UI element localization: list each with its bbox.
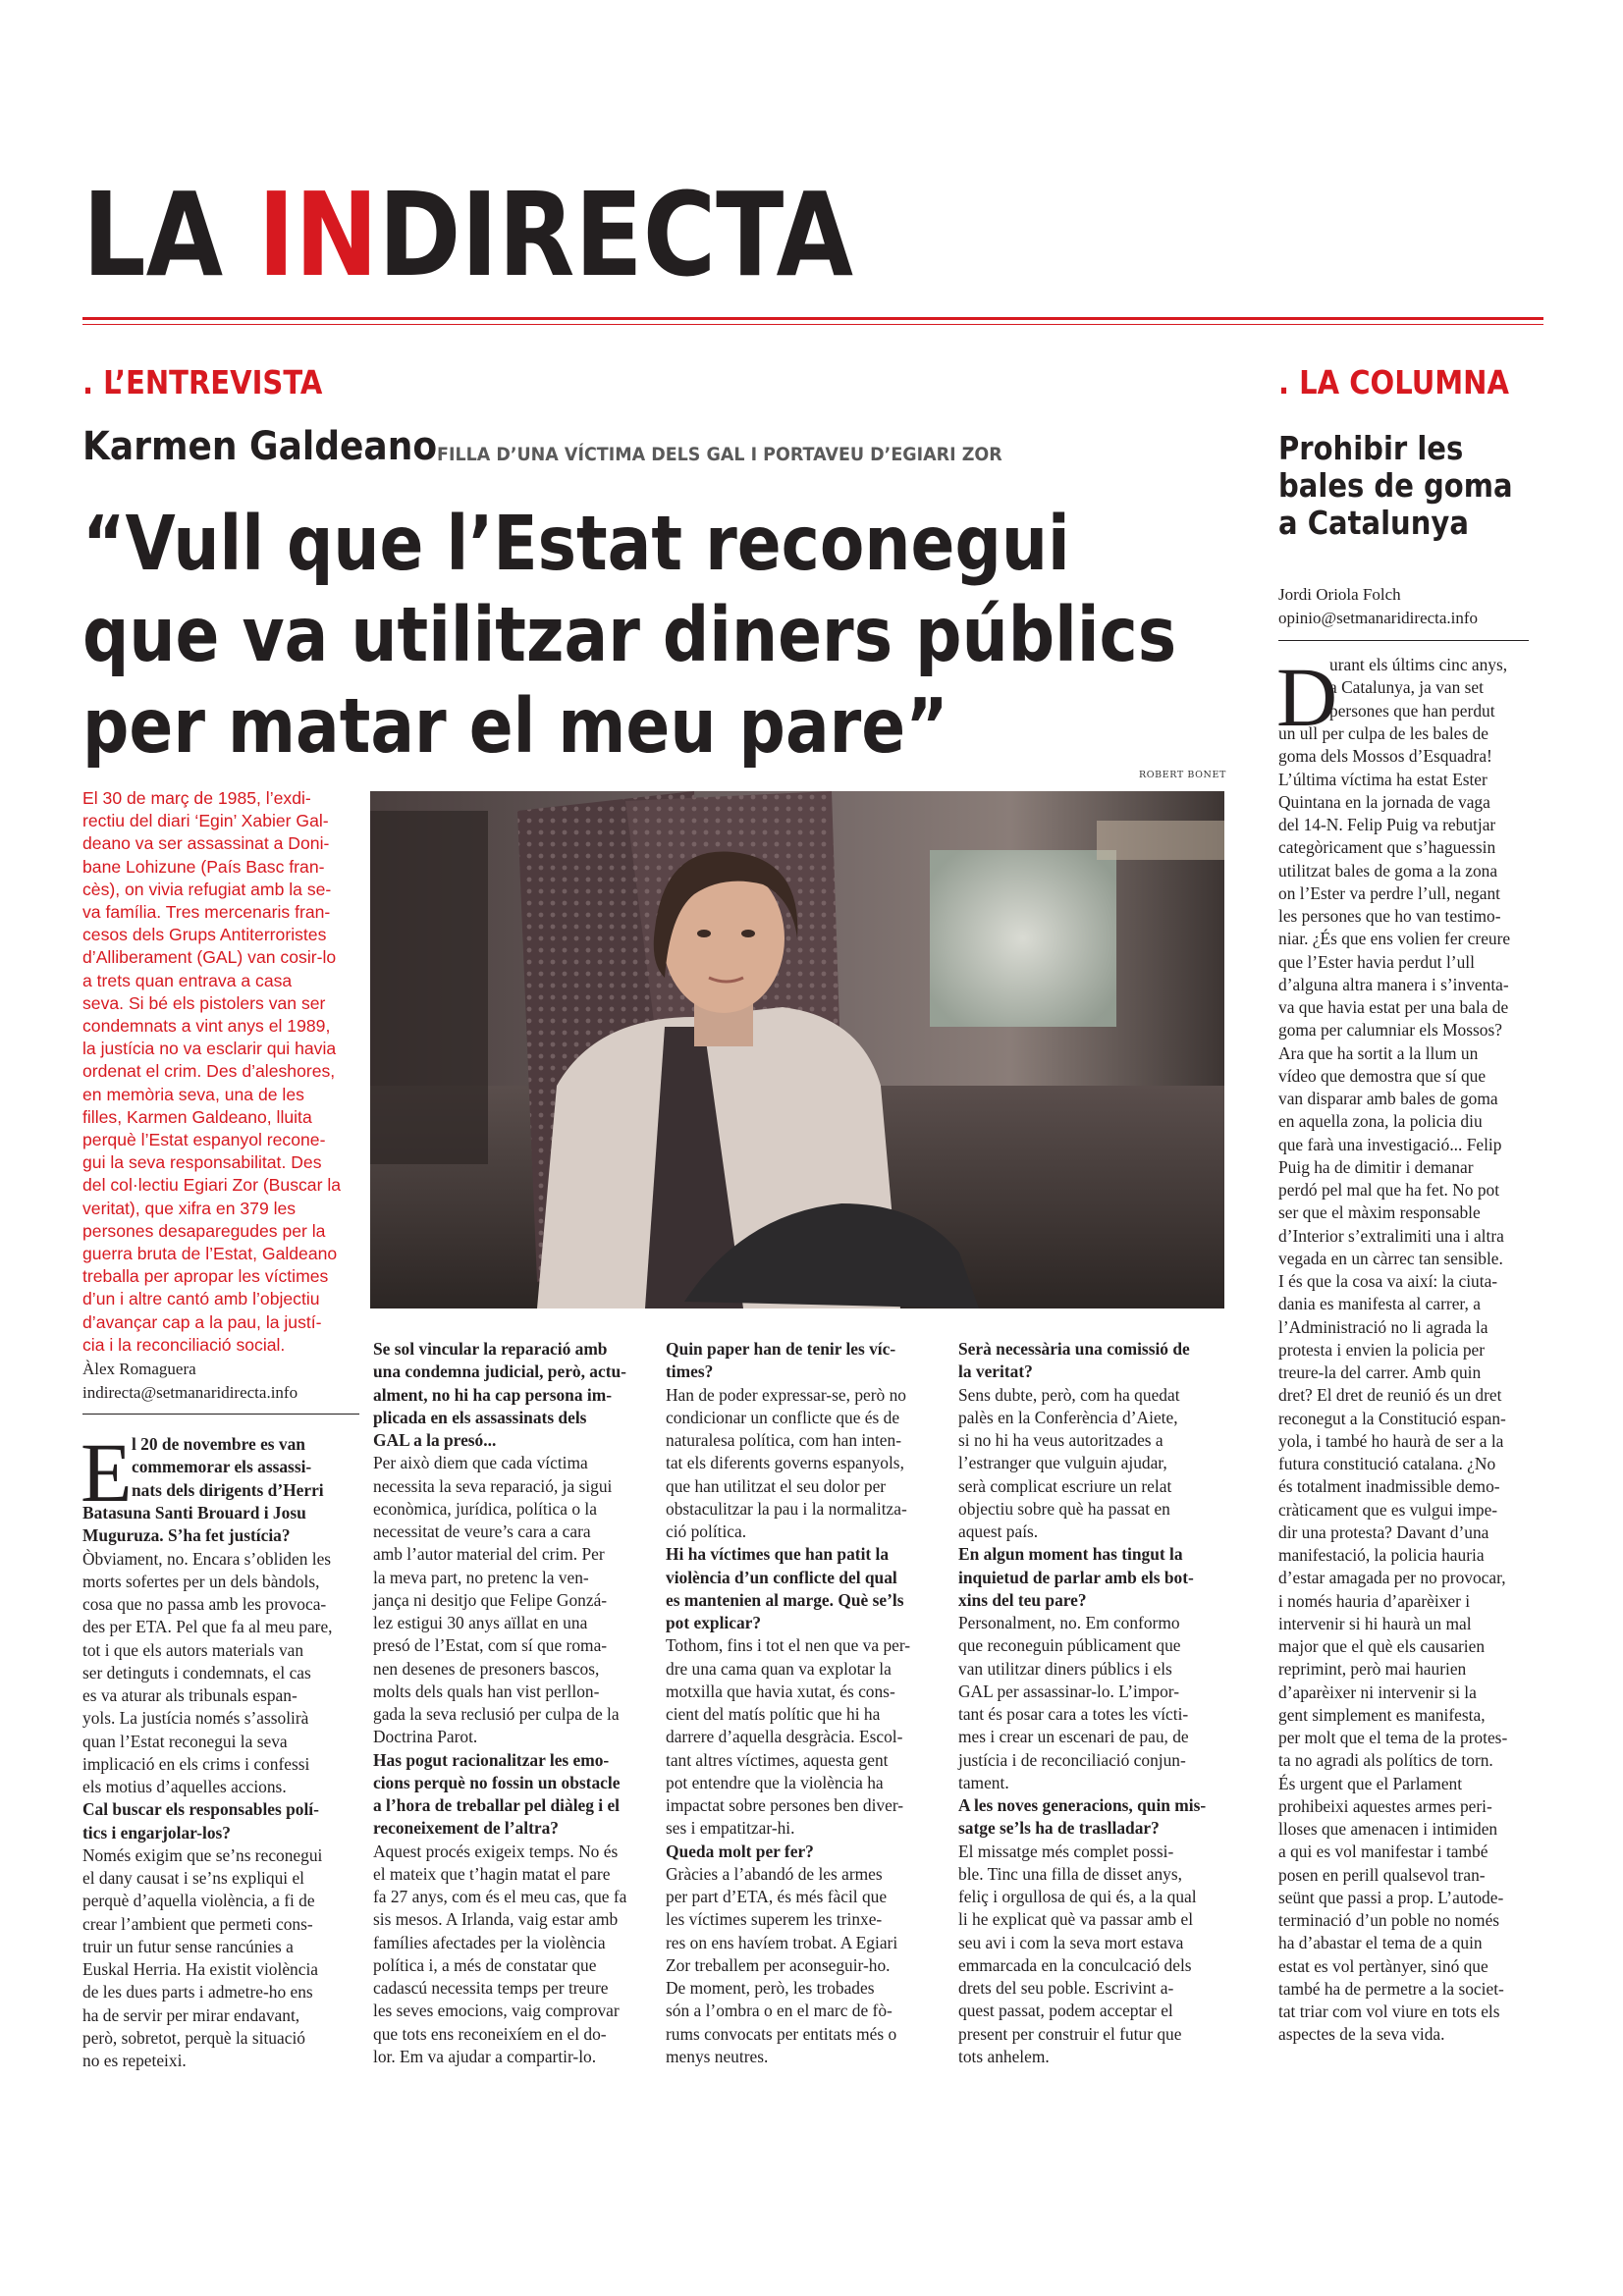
text-line: bane Lohizune (País Basc fran- bbox=[82, 856, 325, 877]
portrait-illustration bbox=[370, 791, 1224, 1308]
text-line: on l’Ester va perdre l’ull, negant bbox=[1278, 882, 1500, 903]
text-line: l 20 de novembre es van bbox=[132, 1434, 305, 1454]
answer-line: lez estigui 30 anys aïllat en una bbox=[373, 1613, 588, 1632]
interview-lead bbox=[132, 1433, 367, 1502]
text-line: va família. Tres mercenaris fran- bbox=[82, 902, 331, 923]
text-line: goma per calumniar els Mossos? bbox=[1278, 1020, 1502, 1041]
question-line: Muguruza. S’ha fet justícia? bbox=[82, 1525, 291, 1546]
text-line: dret? El dret de reunió és un dret bbox=[1278, 1385, 1502, 1406]
text-line: seva. Si bé els pistolers van ser bbox=[82, 992, 326, 1013]
text-line: filles, Karmen Galdeano, lluita bbox=[82, 1106, 312, 1127]
question-line: Serà necessària una comissió de bbox=[958, 1339, 1190, 1359]
interview-photo bbox=[370, 791, 1224, 1308]
answer-line: molts dels quals han vist perllon- bbox=[373, 1681, 600, 1701]
answer-line: cadascú necessita temps per treure bbox=[373, 1978, 609, 1998]
interviewee-line bbox=[82, 424, 476, 469]
answer-line: sis mesos. A Irlanda, vaig estar amb bbox=[373, 1909, 619, 1930]
answer-line: són a l’ombra o en el marc de fò- bbox=[666, 2001, 893, 2021]
text-line: Puig ha de dimitir i demanar bbox=[1278, 1156, 1474, 1177]
interview-column-3 bbox=[666, 1338, 950, 2068]
answer-line: palès en la Conferència d’Aiete, bbox=[958, 1407, 1178, 1427]
answer-line: que tots ens reconeixíem en el do- bbox=[373, 2023, 607, 2044]
masthead-part-2: IN bbox=[257, 167, 379, 302]
text-line: treballa per apropar les víctimes bbox=[82, 1266, 329, 1287]
answer-line: cient del matís polític que hi ha bbox=[666, 1704, 881, 1724]
answer-line: la meva part, no pretenc la ven- bbox=[373, 1567, 589, 1587]
answer-line: quan l’Estat reconegui la seva bbox=[82, 1731, 288, 1751]
answer-line: Sens dubte, però, com ha quedat bbox=[958, 1384, 1180, 1405]
answer-line: si no hi ha veus autoritzades a bbox=[958, 1430, 1163, 1450]
text-line: El 30 de març de 1985, l’exdi- bbox=[82, 788, 311, 808]
text-line: urant els últims cinc anys, bbox=[1329, 655, 1508, 674]
headline-line: que va utilitzar diners públics bbox=[82, 592, 1177, 679]
text-line: a trets quan entrava a casa bbox=[82, 970, 293, 990]
interview-column-4 bbox=[958, 1338, 1243, 2068]
question-line: tics i engarjolar-los? bbox=[82, 1822, 232, 1842]
text-line: prohibeixi aquestes armes peri- bbox=[1278, 1795, 1492, 1816]
headline bbox=[82, 499, 1177, 773]
question-line: Hi ha víctimes que han patit la bbox=[666, 1544, 890, 1565]
interview-column-2 bbox=[373, 1338, 658, 2068]
answer-line: yols. La justícia només s’assolirà bbox=[82, 1708, 309, 1729]
answer-line: Aquest procés exigeix temps. No és bbox=[373, 1841, 619, 1861]
answer-line: necessita la seva reparació, ja sigui bbox=[373, 1475, 613, 1496]
answer-line: impactat sobre persones ben diver- bbox=[666, 1795, 904, 1815]
text-line: cesos dels Grups Antiterroristes bbox=[82, 925, 327, 945]
text-line: veritat), que xifra en 379 les bbox=[82, 1198, 297, 1218]
answer-line: objectiu sobre què ha passat en bbox=[958, 1498, 1170, 1519]
masthead-part-1: LA bbox=[82, 167, 258, 302]
answer-line: tament. bbox=[958, 1772, 1009, 1792]
text-line: utilitzat bales de goma a la zona bbox=[1278, 860, 1498, 881]
column-title bbox=[1278, 430, 1513, 542]
text-line: Quintana en la jornada de vaga bbox=[1278, 791, 1490, 812]
text-line: cès), on vivia refugiat amb la se- bbox=[82, 879, 332, 899]
question-line: violència d’un conflicte del qual bbox=[666, 1567, 897, 1587]
text-line: dania es manifesta al carrer, a bbox=[1278, 1294, 1481, 1314]
answer-line: es va aturar als tribunals espan- bbox=[82, 1685, 298, 1705]
answer-line: famílies afectades per la violència bbox=[373, 1932, 606, 1952]
text-line: guerra bruta de l’Estat, Galdeano bbox=[82, 1244, 338, 1264]
answer-line: presó de l’Estat, com sí que roma- bbox=[373, 1635, 608, 1656]
text-line: ser que el màxim responsable bbox=[1278, 1202, 1481, 1223]
text-line: cràticament que es vulgui impe- bbox=[1278, 1499, 1498, 1520]
question-line: inquietud de parlar amb els bot- bbox=[958, 1567, 1194, 1587]
answer-line: Gràcies a l’abandó de les armes bbox=[666, 1863, 883, 1884]
text-line: vegada en un càrrec tan sensible. bbox=[1278, 1248, 1503, 1268]
question-line: a l’hora de treballar pel diàleg i el bbox=[373, 1795, 621, 1815]
interviewee-subtitle: FILLA D’UNA VÍCTIMA DELS GAL I PORTAVEU D’EGIARI ZOR bbox=[437, 444, 1002, 465]
text-line: condemnats a vint anys el 1989, bbox=[82, 1016, 331, 1037]
text-line: reprimint, però mai haurien bbox=[1278, 1659, 1467, 1680]
text-line: del 14-N. Felip Puig va rebutjar bbox=[1278, 815, 1496, 834]
section-kicker-interview: . L’ENTREVISTA bbox=[82, 363, 323, 401]
text-line: protesta i envien la policia per bbox=[1278, 1339, 1486, 1360]
answer-line: Òbviament, no. Encara s’obliden les bbox=[82, 1548, 332, 1569]
text-line: és totalment inadmissible demo- bbox=[1278, 1476, 1500, 1497]
answer-line: tant altres víctimes, aquesta gent bbox=[666, 1749, 889, 1770]
masthead bbox=[82, 167, 854, 302]
answer-line: rums convocats per entitats més o bbox=[666, 2023, 897, 2044]
column-author: Jordi Oriola Folch bbox=[1278, 585, 1401, 604]
text-line: reconegut a la Constitució espan- bbox=[1278, 1408, 1506, 1428]
text-line: intervenir si hi haurà un mal bbox=[1278, 1613, 1472, 1633]
text-line: que l’Ester havia perdut l’ull bbox=[1278, 951, 1475, 972]
answer-line: el mateix que t’hagin matat el pare bbox=[373, 1863, 611, 1884]
text-line: van disparar amb bales de goma bbox=[1278, 1089, 1498, 1108]
answer-line: Només exigim que se’ns reconegui bbox=[82, 1844, 323, 1865]
question-line: es mantenien al marge. Què se’ls bbox=[666, 1589, 904, 1610]
section-kicker-column: . LA COLUMNA bbox=[1278, 363, 1509, 401]
answer-line: les seves emocions, vaig comprovar bbox=[373, 2001, 620, 2021]
text-line: seünt que passi a prop. L’autode- bbox=[1278, 1887, 1504, 1907]
text-line: gui la seva responsabilitat. Des bbox=[82, 1152, 322, 1173]
text-line: d’estar amagada per no provocar, bbox=[1278, 1568, 1506, 1588]
text-line: commemorar els assassi- bbox=[132, 1457, 312, 1477]
question-line: pot explicar? bbox=[666, 1613, 762, 1632]
column-title-line: Prohibir les bbox=[1278, 429, 1464, 467]
question-line: xins del teu pare? bbox=[958, 1589, 1087, 1610]
answer-line: De moment, però, les trobades bbox=[666, 1978, 875, 1998]
column-title-line: bales de goma bbox=[1278, 466, 1513, 505]
answer-line: serà complicat escriure un relat bbox=[958, 1475, 1172, 1496]
text-line: Ara que ha sortit a la llum un bbox=[1278, 1042, 1479, 1063]
answer-line: ble. Tinc una filla de disset anys, bbox=[958, 1863, 1182, 1884]
text-line: terminació d’un poble no només bbox=[1278, 1910, 1500, 1930]
answer-line: Doctrina Parot. bbox=[373, 1727, 478, 1747]
interview-author: Àlex Romaguera bbox=[82, 1360, 196, 1378]
question-line: satge se’ls ha de traslladar? bbox=[958, 1818, 1160, 1839]
answer-line: res on ens havíem trobat. A Egiari bbox=[666, 1932, 898, 1952]
text-line: i només hauria d’aparèixer i bbox=[1278, 1590, 1471, 1611]
text-line: tat triar com vol viure en tots els bbox=[1278, 2002, 1500, 2021]
text-line: un ull per culpa de les bales de bbox=[1278, 723, 1488, 743]
answer-line: tat els diferents governs espanyols, bbox=[666, 1453, 904, 1473]
question-line: cions perquè no fossin un obstacle bbox=[373, 1772, 621, 1792]
question-line: Quin paper han de tenir les víc- bbox=[666, 1339, 896, 1359]
answer-line: cosa que no passa amb les provoca- bbox=[82, 1594, 327, 1614]
text-line: d’Interior s’extralimiti una i altra bbox=[1278, 1225, 1504, 1246]
answer-line: lor. Em va ajudar a compartir-lo. bbox=[373, 2046, 597, 2066]
column-email: opinio@setmanaridirecta.info bbox=[1278, 609, 1479, 627]
headline-line: “Vull que l’Estat reconegui bbox=[82, 501, 1070, 588]
answer-line: naturalesa política, com han inten- bbox=[666, 1430, 901, 1450]
masthead-part-3: DIRECTA bbox=[378, 167, 854, 302]
answer-line: Tothom, fins i tot el nen que va per- bbox=[666, 1635, 911, 1656]
text-line: goma dels Mossos d’Esquadra! bbox=[1278, 746, 1492, 767]
answer-line: ció política. bbox=[666, 1522, 747, 1541]
answer-line: aquest país. bbox=[958, 1522, 1039, 1541]
question-line: reconeixement de l’altra? bbox=[373, 1818, 559, 1839]
question-line: Batasuna Santi Brouard i Josu bbox=[82, 1503, 306, 1522]
question-line: Se sol vincular la reparació amb bbox=[373, 1339, 608, 1359]
text-line: d’avançar cap a la pau, la justí- bbox=[82, 1311, 322, 1332]
text-line: persones que han perdut bbox=[1329, 700, 1495, 721]
text-line: manifestació, la policia hauria bbox=[1278, 1545, 1485, 1565]
answer-line: dre una cama quan va explotar la bbox=[666, 1658, 892, 1679]
answer-line: obstaculitzar la pau i la normalitza- bbox=[666, 1498, 907, 1519]
text-line: a qui es vol manifestar i també bbox=[1278, 1842, 1488, 1862]
text-line: És urgent que el Parlament bbox=[1278, 1773, 1463, 1793]
answer-line: Per això diem que cada víctima bbox=[373, 1453, 588, 1473]
answer-line: fa 27 anys, com és el meu cas, que fa bbox=[373, 1887, 627, 1906]
answer-line: nen desenes de presoners bascos, bbox=[373, 1658, 600, 1679]
text-line: d’Alliberament (GAL) van cosir-lo bbox=[82, 947, 337, 968]
text-line: nats dels dirigents d’Herri bbox=[132, 1479, 324, 1500]
text-line: d’aparèixer ni intervenir si la bbox=[1278, 1682, 1477, 1702]
answer-line: justícia i de reconciliació conjun- bbox=[958, 1749, 1186, 1770]
answer-line: l’estranger que vulguin ajudar, bbox=[958, 1453, 1167, 1473]
text-line: en aquella zona, la policia diu bbox=[1278, 1111, 1483, 1132]
question-line: plicada en els assassinats dels bbox=[373, 1407, 587, 1427]
answer-line: El missatge més complet possi- bbox=[958, 1841, 1174, 1861]
answer-line: les víctimes superem les trinxe- bbox=[666, 1909, 883, 1930]
question-line: Queda molt per fer? bbox=[666, 1841, 814, 1861]
answer-line: emmarcada en la conculcació dels bbox=[958, 1954, 1192, 1975]
answer-line: pot entendre que la violència ha bbox=[666, 1772, 884, 1792]
answer-line: tant és posar cara a totes les vícti- bbox=[958, 1704, 1189, 1724]
text-line: d’un i altre cantó amb l’objectiu bbox=[82, 1289, 320, 1309]
answer-line: Han de poder expressar-se, però no bbox=[666, 1384, 906, 1405]
answer-line: ser detinguts i condemnats, el cas bbox=[82, 1662, 311, 1682]
masthead-rule-top bbox=[82, 317, 1543, 320]
text-line: futura constitució catalana. ¿No bbox=[1278, 1454, 1496, 1473]
answer-line: el dany causat i se’ns expliqui el bbox=[82, 1868, 305, 1888]
text-line: va que havia estat per una bala de bbox=[1278, 997, 1509, 1017]
answer-line: que reconeguin públicament que bbox=[958, 1635, 1181, 1656]
text-line: posen en perill qualsevol tran- bbox=[1278, 1864, 1486, 1885]
text-line: que farà una investigació... Felip bbox=[1278, 1134, 1502, 1154]
text-line: ta no agradi als polítics de torn. bbox=[1278, 1750, 1493, 1771]
column-lead bbox=[1329, 654, 1545, 722]
answer-line: amb l’autor material del crim. Per bbox=[373, 1544, 605, 1565]
byline-divider bbox=[82, 1414, 359, 1415]
answer-line: gada la seva reclusió per culpa de la bbox=[373, 1704, 620, 1724]
answer-line: darrere d’aquella desgràcia. Escol- bbox=[666, 1727, 903, 1747]
answer-line: li he explicat què va passar amb el bbox=[958, 1909, 1194, 1930]
text-line: L’última víctima ha estat Ester bbox=[1278, 769, 1488, 789]
answer-line: Personalment, no. Em conformo bbox=[958, 1613, 1180, 1632]
interviewee-name: Karmen Galdeano bbox=[82, 424, 438, 469]
text-line: lloses que amenacen i intimiden bbox=[1278, 1819, 1498, 1839]
text-line: rectiu del diari ‘Egin’ Xabier Gal- bbox=[82, 811, 329, 831]
question-line: alment, no hi ha cap persona im- bbox=[373, 1384, 613, 1405]
question-line: una condemna judicial, però, actu- bbox=[373, 1362, 626, 1382]
answer-line: econòmica, jurídica, política o la bbox=[373, 1498, 597, 1519]
answer-line: política i, a més de constatar que bbox=[373, 1954, 597, 1975]
answer-line: tot i que els autors materials van bbox=[82, 1639, 304, 1660]
answer-line: jança ni desitjo que Felipe Gonzá- bbox=[373, 1589, 608, 1610]
interview-dropcap: E bbox=[81, 1425, 133, 1520]
text-line: perdó pel mal que ha fet. No pot bbox=[1278, 1180, 1500, 1200]
answer-line: implicació en els crims i confessi bbox=[82, 1753, 310, 1774]
text-line: dir una protesta? Davant d’una bbox=[1278, 1522, 1489, 1542]
column-dropcap: D bbox=[1276, 650, 1338, 744]
text-line: en memòria seva, una de les bbox=[82, 1084, 304, 1104]
column-title-line: a Catalunya bbox=[1278, 504, 1469, 542]
answer-line: van utilitzar diners públics i els bbox=[958, 1658, 1172, 1679]
text-line: I és que la cosa va així: la ciuta- bbox=[1278, 1271, 1498, 1291]
text-line: d’alguna altra manera i s’inventa- bbox=[1278, 974, 1509, 994]
answer-line: GAL per assassinar-lo. L’impor- bbox=[958, 1681, 1180, 1701]
answer-line: ha de servir per mirar endavant, bbox=[82, 2004, 300, 2025]
text-line: les persones que ho van testimo- bbox=[1278, 906, 1501, 926]
answer-line: menys neutres. bbox=[666, 2046, 769, 2066]
text-line: yola, i també ho haurà de ser a la bbox=[1278, 1430, 1504, 1451]
answer-line: de les dues parts i admetre-ho ens bbox=[82, 1982, 313, 2002]
text-line: l’Administració no li agrada la bbox=[1278, 1316, 1488, 1337]
text-line: per molt que el tema de la protes- bbox=[1278, 1728, 1508, 1747]
intro-text bbox=[82, 787, 387, 1357]
answer-line: mes i crear un escenari de pau, de bbox=[958, 1727, 1189, 1747]
answer-line: morts sofertes per un dels bàndols, bbox=[82, 1571, 320, 1591]
interview-email: indirecta@setmanaridirecta.info bbox=[82, 1383, 298, 1402]
text-line: aspectes de la seva vida. bbox=[1278, 2024, 1445, 2045]
text-line: a Catalunya, ja van set bbox=[1329, 677, 1484, 698]
answer-line: ses i empatitzar-hi. bbox=[666, 1818, 795, 1839]
text-line: major que el què els causarien bbox=[1278, 1636, 1486, 1656]
text-line: categòricament que s’haguessin bbox=[1278, 837, 1496, 858]
answer-line: motxilla que havia xutat, és cons- bbox=[666, 1681, 895, 1701]
text-line: vídeo que demostra que sí que bbox=[1278, 1065, 1487, 1086]
answer-line: els motius d’aquelles accions. bbox=[82, 1777, 287, 1796]
text-line: treure-la del carrer. Amb quin bbox=[1278, 1362, 1482, 1382]
answer-line: truir un futur sense rancúnies a bbox=[82, 1936, 294, 1956]
interview-byline bbox=[82, 1358, 298, 1405]
question-line: Cal buscar els responsables polí- bbox=[82, 1799, 319, 1820]
answer-line: quest passat, podem acceptar el bbox=[958, 2001, 1173, 2021]
text-line: deano va ser assassinat a Doni- bbox=[82, 833, 330, 854]
text-line: estat es vol pertànyer, sinó que bbox=[1278, 1955, 1488, 1976]
answer-line: per part d’ETA, és més fàcil que bbox=[666, 1887, 888, 1906]
headline-line: per matar el meu pare” bbox=[82, 683, 948, 771]
text-line: gent simplement es manifesta, bbox=[1278, 1704, 1486, 1725]
answer-line: present per construir el futur que bbox=[958, 2023, 1182, 2044]
answer-line: feliç i orgullosa de qui és, a la qual bbox=[958, 1887, 1197, 1906]
answer-line: crear l’ambient que permeti cons- bbox=[82, 1913, 313, 1934]
question-line: Has pogut racionalitzar les emo- bbox=[373, 1749, 610, 1770]
interview-column-1 bbox=[82, 1502, 367, 2072]
answer-line: condicionar un conflicte que és de bbox=[666, 1407, 900, 1427]
answer-line: perquè d’aquella violència, a fi de bbox=[82, 1891, 315, 1911]
photo-credit: ROBERT BONET bbox=[1139, 770, 1226, 780]
question-line: En algun moment has tingut la bbox=[958, 1544, 1183, 1565]
column-divider bbox=[1278, 640, 1529, 641]
column-body bbox=[1278, 722, 1543, 2047]
text-line: cia i la reconciliació social. bbox=[82, 1334, 286, 1355]
question-line: A les noves generacions, quin mis- bbox=[958, 1795, 1207, 1815]
answer-line: però, sobretot, perquè la situació bbox=[82, 2027, 305, 2048]
text-line: la justícia no va esclarir qui havia bbox=[82, 1039, 337, 1059]
question-line: GAL a la presó... bbox=[373, 1430, 497, 1450]
answer-line: des per ETA. Pel que fa al meu pare, bbox=[82, 1617, 333, 1637]
answer-line: seu avi i com la seva mort estava bbox=[958, 1932, 1184, 1952]
text-line: ordenat el crim. Des d’aleshores, bbox=[82, 1061, 336, 1082]
answer-line: Zor treballem per aconseguir-ho. bbox=[666, 1954, 891, 1975]
answer-line: necessitat de veure’s cara a cara bbox=[373, 1522, 591, 1541]
column-byline bbox=[1278, 583, 1478, 630]
answer-line: drets del seu poble. Escrivint a- bbox=[958, 1978, 1174, 1998]
answer-line: Euskal Herria. Ha existit violència bbox=[82, 1959, 319, 1979]
answer-line: tots anhelem. bbox=[958, 2046, 1050, 2066]
text-line: perquè l’Estat espanyol recone- bbox=[82, 1130, 326, 1150]
answer-line: que han utilitzat el seu dolor per bbox=[666, 1475, 887, 1496]
answer-line: no es repeteixi. bbox=[82, 2051, 187, 2070]
text-line: ha d’abastar el tema de a quin bbox=[1278, 1933, 1483, 1953]
text-line: del col·lectiu Egiari Zor (Buscar la bbox=[82, 1175, 342, 1196]
text-line: també ha de permetre a la societ- bbox=[1278, 1978, 1504, 1999]
text-line: niar. ¿És que ens volien fer creure bbox=[1278, 929, 1511, 949]
question-line: la veritat? bbox=[958, 1362, 1033, 1382]
masthead-rule-bottom bbox=[82, 324, 1543, 325]
text-line: persones desaparegudes per la bbox=[82, 1220, 326, 1241]
question-line: times? bbox=[666, 1362, 714, 1382]
